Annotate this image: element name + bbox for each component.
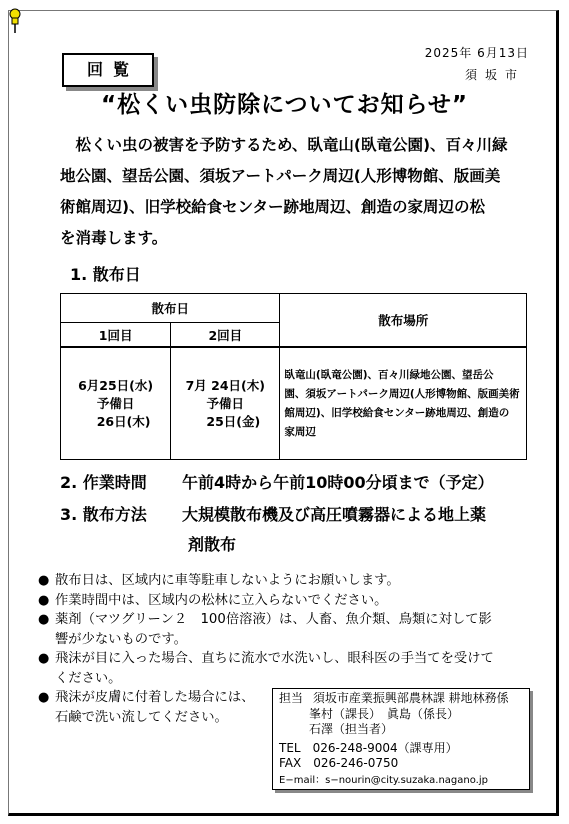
round1-reserve: 26日(木) [96,413,151,429]
header-round1: 1回目 [61,323,171,348]
issue-date: 2025年 6月13日 [424,46,529,60]
circulation-stamp: 回覧 [62,53,154,87]
contact-staff1: 峯村（課長） 眞島（係長） [309,706,460,721]
contact-fax: FAX 026-246-0750 [279,756,399,770]
round1-reserve-label: 予備日 [96,395,135,411]
intro-paragraph [60,130,535,254]
issuer-name: 須坂市 [464,68,525,82]
place-line: 家周辺 [284,425,316,438]
round2-reserve: 25日(金) [206,413,261,429]
place-line: 臥竜山(臥竜公園)、百々川緑地公園、望岳公 [284,368,494,381]
header-date: 散布日 [61,294,280,323]
contact-dept: 須坂市産業振興部農林課 耕地林務係 [312,691,509,705]
header-round2: 2回目 [171,323,280,348]
round2-reserve-label: 予備日 [206,395,245,411]
round1-date: 6月25日(水) [78,377,154,393]
intro-line: 地公園、望岳公園、須坂アートパーク周辺(人形博物館、版画美 [60,167,501,185]
section3-heading: 3. 散布方法 [60,505,147,524]
places-cell [280,347,527,460]
section3-text-cont: 剤散布 [188,535,237,554]
place-line: 園、須坂アートパーク周辺(人形博物館、版画美術 [284,387,520,400]
note-item: ● 薬剤（マツグリーン２ 100倍溶液）は、人畜、魚介類、鳥類に対して影 響が少ないものです。 [38,610,538,649]
contact-email[interactable]: E−mail：s−nourin@city.suzaka.nagano.jp [279,774,488,786]
contact-label: 担当 [279,691,304,705]
intro-line: 術館周辺)、旧学校給食センター跡地周辺、創造の家周辺の松 [60,198,485,216]
intro-line: 松くい虫の被害を予防するため、臥竜山(臥竜公園)、百々川緑 [60,136,508,154]
note-item: ● 作業時間中は、区域内の松林に立入らないでください。 [38,591,538,611]
note-item: ● 飛沫が皮膚に付着した場合には、 石鹸で洗い流してください。 [38,688,538,727]
section2-text: 午前4時から午前10時00分頃まで（予定） [182,473,494,492]
contact-staff2: 石澤（担当者） [309,722,394,736]
place-line: 館周辺)、旧学校給食センター跡地周辺、創造の [284,406,510,419]
pushpin-icon [6,8,24,34]
section2-heading: 2. 作業時間 [60,473,147,492]
note-item: ● 散布日は、区域内に車等駐車しないようにお願いします。 [38,571,538,591]
notice-title: “松くい虫防除についてお知らせ” [100,92,469,118]
section3-text: 大規模散布機及び高圧噴霧器による地上薬 [182,505,487,524]
contact-tel: TEL 026-248-9004（課専用） [279,740,458,755]
round2-date: 7月 24日(木) [185,377,265,393]
round1-cell [61,347,171,460]
contact-dept-row [279,691,523,707]
note-item: ● 飛沫が目に入った場合、直ちに流水で水洗いし、眼科医の手当てを受けて ください。 [38,649,538,688]
round2-cell [171,347,280,460]
intro-line: を消毒します。 [60,229,168,247]
header-place: 散布場所 [280,294,527,348]
contact-box [272,688,530,790]
schedule-table [60,293,527,460]
section1-heading: 1. 散布日 [70,265,141,284]
